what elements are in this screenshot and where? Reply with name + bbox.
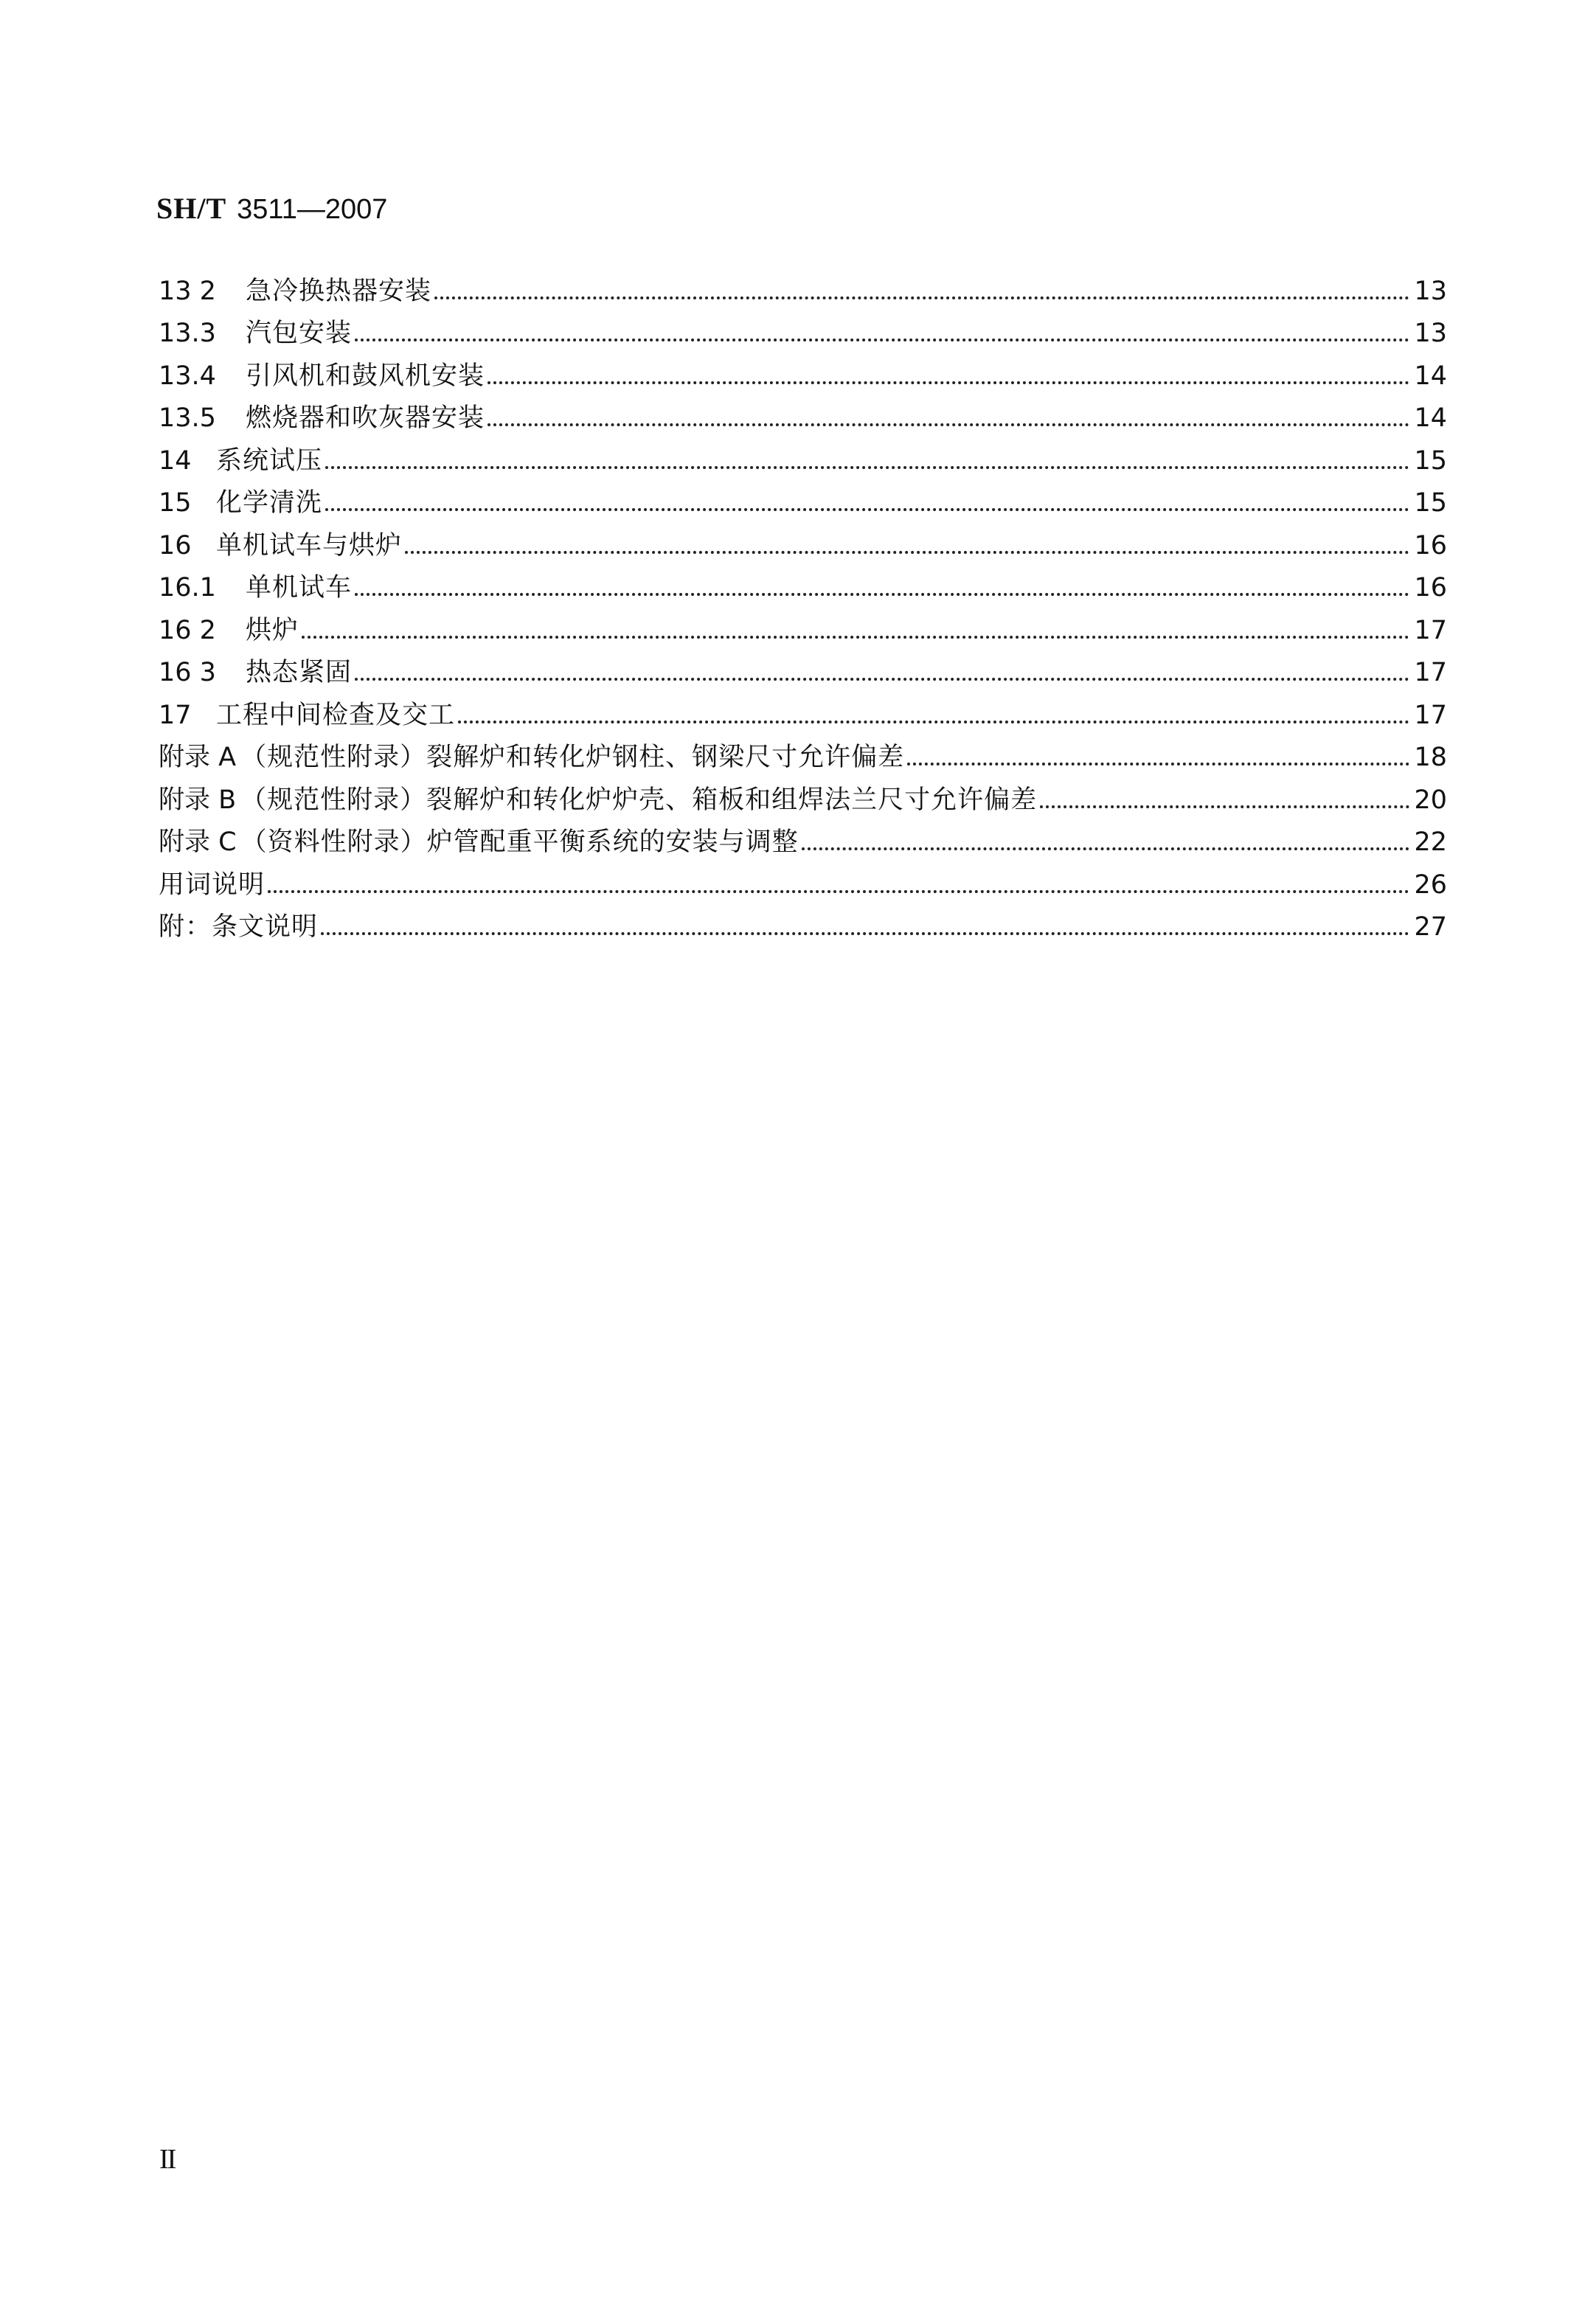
toc-entry-page: 14 <box>1414 403 1447 433</box>
toc-entry-number: 附录 C <box>159 827 237 857</box>
dot-leader <box>1040 805 1409 808</box>
toc-entry-page: 13 <box>1414 319 1447 348</box>
toc-entry-appendix-a[interactable] <box>159 732 1447 775</box>
toc-entry-page: 15 <box>1414 488 1447 518</box>
toc-entry-15[interactable] <box>159 478 1447 521</box>
dot-leader <box>355 678 1409 681</box>
toc-entry-number: 17 <box>159 700 192 730</box>
toc-entry-page: 15 <box>1414 445 1447 476</box>
toc-entry-page: 13 <box>1414 276 1447 306</box>
toc-entry-page: 22 <box>1414 827 1447 857</box>
table-of-contents <box>159 265 1447 944</box>
dot-leader <box>405 551 1409 554</box>
dot-leader <box>321 932 1409 935</box>
toc-entry-16-3[interactable] <box>159 648 1447 690</box>
toc-entry-page: 26 <box>1414 869 1447 900</box>
dot-leader <box>325 466 1409 469</box>
toc-entry-title: 急冷换热器安装 <box>246 276 432 306</box>
dot-leader <box>302 636 1409 639</box>
toc-entry-16-2[interactable] <box>159 605 1447 648</box>
toc-entry-page: 16 <box>1414 530 1447 560</box>
toc-entry-title: 引风机和鼓风机安装 <box>246 361 485 391</box>
dot-leader <box>802 847 1410 850</box>
toc-entry-terminology[interactable] <box>159 859 1447 902</box>
toc-entry-title: 工程中间检查及交工 <box>216 700 456 730</box>
standard-prefix: SH/T <box>156 192 227 225</box>
toc-entry-number: 16 3 <box>159 658 216 687</box>
document-code-header <box>156 190 387 228</box>
toc-entry-clause-notes[interactable] <box>159 902 1447 945</box>
dot-leader <box>458 721 1409 723</box>
toc-entry-page: 18 <box>1414 743 1447 772</box>
toc-entry-number: 16 <box>159 530 192 560</box>
toc-entry-title: 化学清洗 <box>216 488 323 518</box>
toc-entry-13-5[interactable] <box>159 393 1447 436</box>
toc-entry-13-4[interactable] <box>159 350 1447 393</box>
toc-entry-title: （资料性附录）炉管配重平衡系统的安装与调整 <box>240 827 799 857</box>
toc-entry-16-1[interactable] <box>159 563 1447 605</box>
toc-entry-number: 14 <box>159 445 192 476</box>
toc-entry-title: 汽包安装 <box>246 319 353 348</box>
dot-leader <box>907 763 1409 766</box>
dot-leader <box>355 339 1409 341</box>
toc-entry-page: 16 <box>1414 573 1447 603</box>
toc-entry-number: 13 2 <box>159 276 216 306</box>
toc-entry-page: 27 <box>1414 912 1447 942</box>
toc-entry-number: 15 <box>159 488 192 518</box>
toc-entry-appendix-b[interactable] <box>159 774 1447 817</box>
toc-entry-title: 单机试车与烘炉 <box>216 530 403 560</box>
toc-entry-number: 16 2 <box>159 615 216 645</box>
toc-entry-17[interactable] <box>159 690 1447 732</box>
toc-entry-title: 系统试压 <box>216 445 323 476</box>
toc-entry-13-2[interactable] <box>159 265 1447 308</box>
toc-entry-title: （规范性附录）裂解炉和转化炉钢柱、钢梁尺寸允许偏差 <box>240 743 905 772</box>
toc-entry-title: （规范性附录）裂解炉和转化炉炉壳、箱板和组焊法兰尺寸允许偏差 <box>240 785 1038 815</box>
page-number: II <box>159 2144 176 2175</box>
dot-leader <box>325 508 1409 511</box>
toc-entry-number: 13.5 <box>159 403 216 433</box>
toc-entry-page: 17 <box>1414 615 1447 645</box>
toc-entry-page: 17 <box>1414 658 1447 687</box>
toc-entry-number: 13.3 <box>159 319 216 348</box>
dot-leader <box>488 381 1409 384</box>
dot-leader <box>355 593 1409 596</box>
toc-entry-number: 附录 B <box>159 785 237 815</box>
dot-leader <box>434 296 1409 299</box>
toc-entry-appendix-c[interactable] <box>159 817 1447 860</box>
toc-entry-title: 单机试车 <box>246 573 353 603</box>
toc-entry-page: 20 <box>1414 785 1447 815</box>
toc-entry-number: 附录 A <box>159 743 237 772</box>
dot-leader <box>488 423 1409 426</box>
toc-entry-13-3[interactable] <box>159 308 1447 351</box>
toc-entry-number: 13.4 <box>159 361 216 391</box>
toc-entry-page: 17 <box>1414 700 1447 730</box>
toc-entry-title: 用词说明 <box>159 869 266 900</box>
toc-entry-title: 热态紧固 <box>246 658 353 687</box>
toc-entry-14[interactable] <box>159 435 1447 478</box>
toc-entry-page: 14 <box>1414 361 1447 391</box>
standard-number: 3511—2007 <box>237 194 388 225</box>
toc-entry-title: 附：条文说明 <box>159 912 319 942</box>
toc-entry-16[interactable] <box>159 520 1447 563</box>
dot-leader <box>268 890 1409 893</box>
toc-entry-title: 燃烧器和吹灰器安装 <box>246 403 485 433</box>
toc-entry-title: 烘炉 <box>246 615 299 645</box>
toc-entry-number: 16.1 <box>159 573 216 603</box>
